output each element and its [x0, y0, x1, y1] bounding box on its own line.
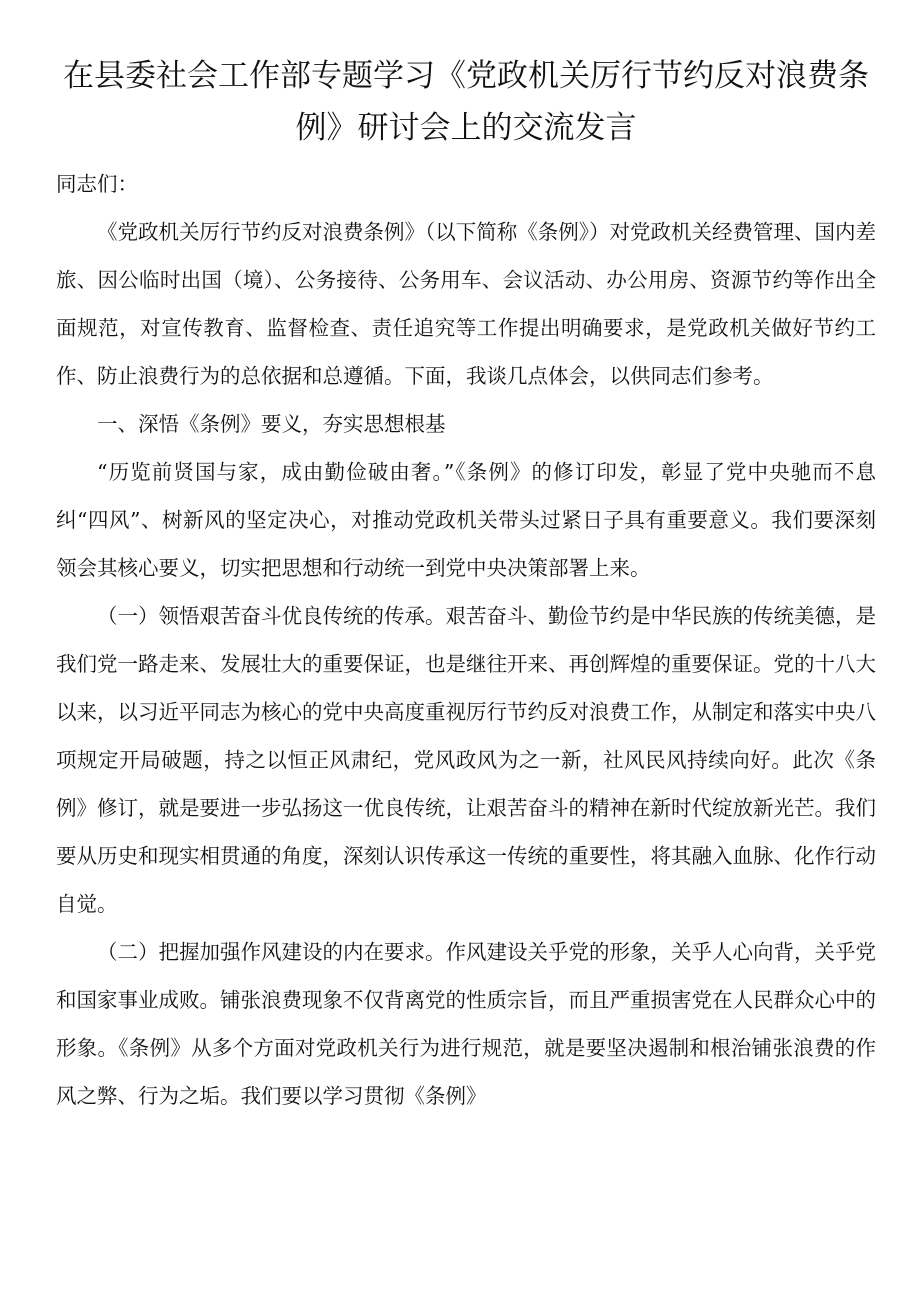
section1-paragraph-2: （一）领悟艰苦奋斗优良传统的传承。艰苦奋斗、勤俭节约是中华民族的传统美德，是我们党一路走来、发展壮大的重要保证，也是继往开来、再创辉煌的重要保证。党的十八大以来，以习近平同志为核心的党中央高度重视厉行节约反对浪费工作，从制定和落实中央八项规定开局破题，持之以恒正风肃纪，党风政风为之一新，社风民风持续向好。此次《条例》修订，就是要进一步弘扬这一优良传统，让艰苦奋斗的精神在新时代绽放新光芒。我们要从历史和现实相贯通的角度，深刻认识传承这一传统的重要性，将其融入血脉、化作行动自觉。 [56, 604, 876, 916]
intro-paragraph: 《党政机关厉行节约反对浪费条例》（以下简称《条例》）对党政机关经费管理、国内差旅、因公临时出国（境）、公务接待、公务用车、会议活动、办公用房、资源节约等作出全面规范，对宣传教育、监督检查、责任追究等工作提出明确要求，是党政机关做好节约工作、防止浪费行为的总依据和总遵循。下面，我谈几点体会，以供同志们参考。 [56, 220, 876, 388]
salutation: 同志们： [56, 172, 138, 196]
document-title: 在县委社会工作部专题学习《党政机关厉行节约反对浪费条例》研讨会上的交流发言 [63, 58, 869, 146]
section1-paragraph-1: “历览前贤国与家，成由勤俭破由奢。”《条例》的修订印发，彰显了党中央驰而不息纠“四风”、树新风的坚定决心，对推动党政机关带头过紧日子具有重要意义。我们要深刻领会其核心要义，切实把思想和行动统一到党中央决策部署上来。 [56, 460, 876, 580]
section1-paragraph-3: （二）把握加强作风建设的内在要求。作风建设关乎党的形象，关乎人心向背，关乎党和国家事业成败。铺张浪费现象不仅背离党的性质宗旨，而且严重损害党在人民群众心中的形象。《条例》从多个方面对党政机关行为进行规范，就是要坚决遏制和根治铺张浪费的作风之弊、行为之垢。我们要以学习贯彻《条例》 [56, 940, 876, 1108]
section-heading-1: 一、深悟《条例》要义，夯实思想根基 [97, 412, 446, 436]
